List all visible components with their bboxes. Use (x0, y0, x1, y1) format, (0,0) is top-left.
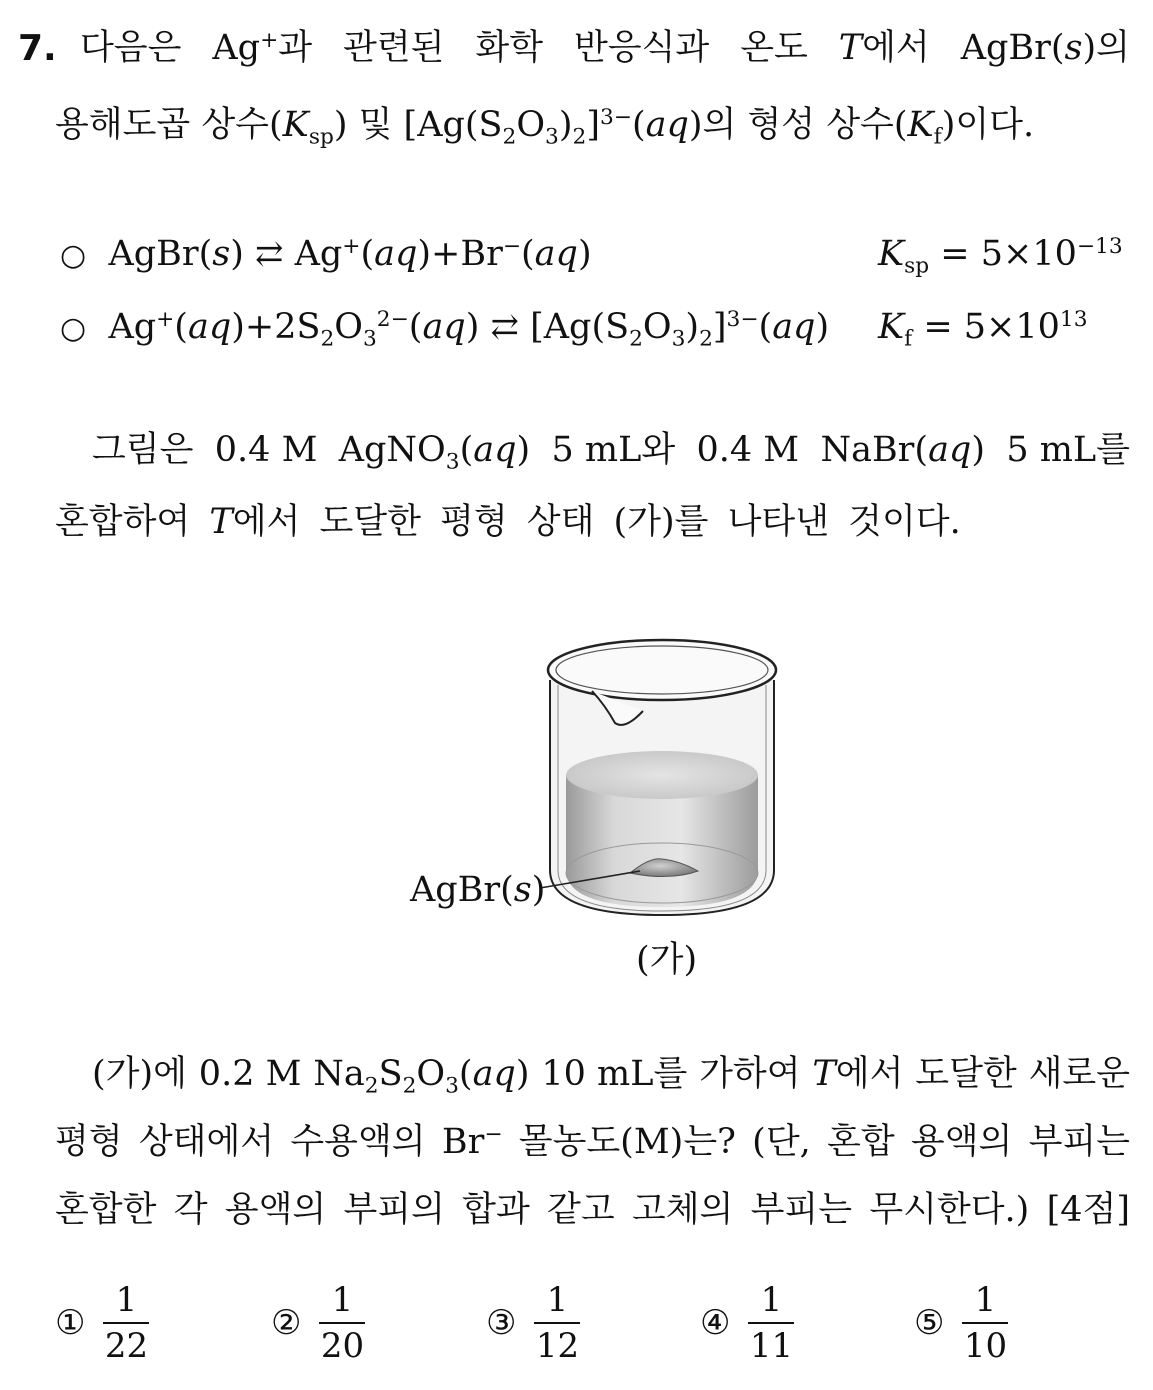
denominator: 20 (320, 1326, 365, 1366)
word: 0.4 M (214, 430, 318, 470)
word: 반응식과 (573, 28, 710, 68)
word: 0.2 M (198, 1054, 302, 1094)
word: T에서 (838, 28, 930, 68)
kf-symbol: K (907, 105, 934, 145)
passage2-line3: 혼합한 각 용액의 부피의 합과 같고 고체의 부피는 무시한다.) [4점] (55, 1190, 1130, 1230)
ksp-symbol: K (282, 105, 309, 145)
kf-sub: f (933, 124, 942, 150)
text: 의 형성 상수( (702, 105, 908, 145)
question-intro-line1 (80, 26, 1130, 70)
fraction-bar (319, 1322, 365, 1324)
question-number: 7. (18, 28, 57, 69)
word: 화학 (475, 28, 544, 68)
word: 다음은 (80, 28, 182, 68)
word: 가하여 (699, 1054, 801, 1094)
denominator: 11 (749, 1326, 794, 1366)
word: 새로운 (1028, 1054, 1130, 1094)
passage2-line1 (92, 1052, 1130, 1099)
word: 5 mL와 (551, 430, 676, 470)
word: AgBr(s)의 (960, 28, 1130, 68)
word: 관련된 (343, 28, 445, 68)
word: 도달한 (915, 1054, 1017, 1094)
choice-mark: ① (55, 1303, 86, 1343)
word: $Na_2S_2O_3(aq)$ (313, 1054, 530, 1099)
numerator: 1 (760, 1280, 783, 1320)
sub-2b: 2 (572, 124, 587, 150)
reaction-1-equation: ○ AgBr(s) ⇄ Ag+(aq)+Br−(aq) (60, 234, 592, 274)
choice-2[interactable] (271, 1278, 365, 1368)
text: 용해도곱 상수( (55, 105, 283, 145)
bullet: ○ (60, 238, 87, 273)
passage1-line1 (92, 428, 1130, 475)
word: 온도 (740, 28, 808, 68)
bullet: ○ (60, 311, 87, 346)
denominator: 10 (963, 1326, 1008, 1366)
choice-mark: ④ (700, 1303, 731, 1343)
sub-3: 3 (545, 124, 559, 150)
numerator: 1 (974, 1280, 997, 1320)
denominator: 22 (104, 1326, 149, 1366)
word: AgNO$_3$(aq) (338, 430, 531, 475)
word: NaBr(aq) (820, 430, 985, 470)
fraction-bar (534, 1322, 580, 1324)
choice-3[interactable] (486, 1278, 580, 1368)
choice-5[interactable] (914, 1278, 1008, 1368)
fraction (103, 1280, 149, 1366)
choice-mark: ② (271, 1303, 302, 1343)
beaker-rim (548, 640, 776, 700)
passage1-line2: 혼합하여 T에서 도달한 평형 상태 (가)를 나타낸 것이다. (55, 502, 961, 542)
ksp-sub: sp (308, 124, 334, 150)
figure-caption: (가) (636, 940, 698, 980)
fraction (962, 1280, 1008, 1366)
agbr-label: AgBr(s) (410, 870, 546, 910)
sub-2: 2 (502, 124, 517, 150)
choice-mark: ③ (486, 1303, 517, 1343)
numerator: 1 (115, 1280, 138, 1320)
word: Ag+과 (212, 28, 313, 68)
word: T에서 (812, 1054, 904, 1094)
reaction-1-constant: $K_{sp} = 5\times 10^{-13}$ (878, 234, 1123, 279)
word: (가)에 (92, 1054, 187, 1094)
text: ) 및 [Ag(S (333, 105, 503, 145)
choice-1[interactable] (55, 1278, 149, 1368)
fraction (319, 1280, 365, 1366)
word: 10 mL를 (541, 1054, 688, 1094)
charge: 3− (599, 105, 632, 131)
question-intro-line2: 용해도곱 상수$(K_{sp})$ 및 $[Ag(S_2O_3)_2]^{3-}(aq)$의 형성 상수$(K_f)$이다. (55, 105, 1035, 150)
denominator: 12 (535, 1326, 580, 1366)
reaction-2-constant: $K_f = 5\times 10^{13}$ (878, 307, 1088, 352)
numerator: 1 (331, 1280, 354, 1320)
fraction (748, 1280, 794, 1366)
solution-surface (566, 751, 758, 799)
word: 그림은 (92, 430, 194, 470)
fraction-bar (962, 1322, 1008, 1324)
text: )이다. (941, 105, 1035, 145)
choice-mark: ⑤ (914, 1303, 945, 1343)
fraction (534, 1280, 580, 1366)
word: 0.4 M (696, 430, 800, 470)
reaction-2-equation: ○ $Ag^+(aq)+2S_2O_3^{2-}(aq)$ ⇄ $[Ag(S_2O_3)_2]^{3-}(aq)$ (60, 307, 830, 352)
word: 5 mL를 (1006, 430, 1130, 470)
passage2-line2: 평형 상태에서 수용액의 Br− 몰농도(M)는? (단, 혼합 용액의 부피는 (55, 1122, 1130, 1162)
fraction-bar (748, 1322, 794, 1324)
numerator: 1 (546, 1280, 569, 1320)
fraction-bar (103, 1322, 149, 1324)
choice-4[interactable] (700, 1278, 794, 1368)
